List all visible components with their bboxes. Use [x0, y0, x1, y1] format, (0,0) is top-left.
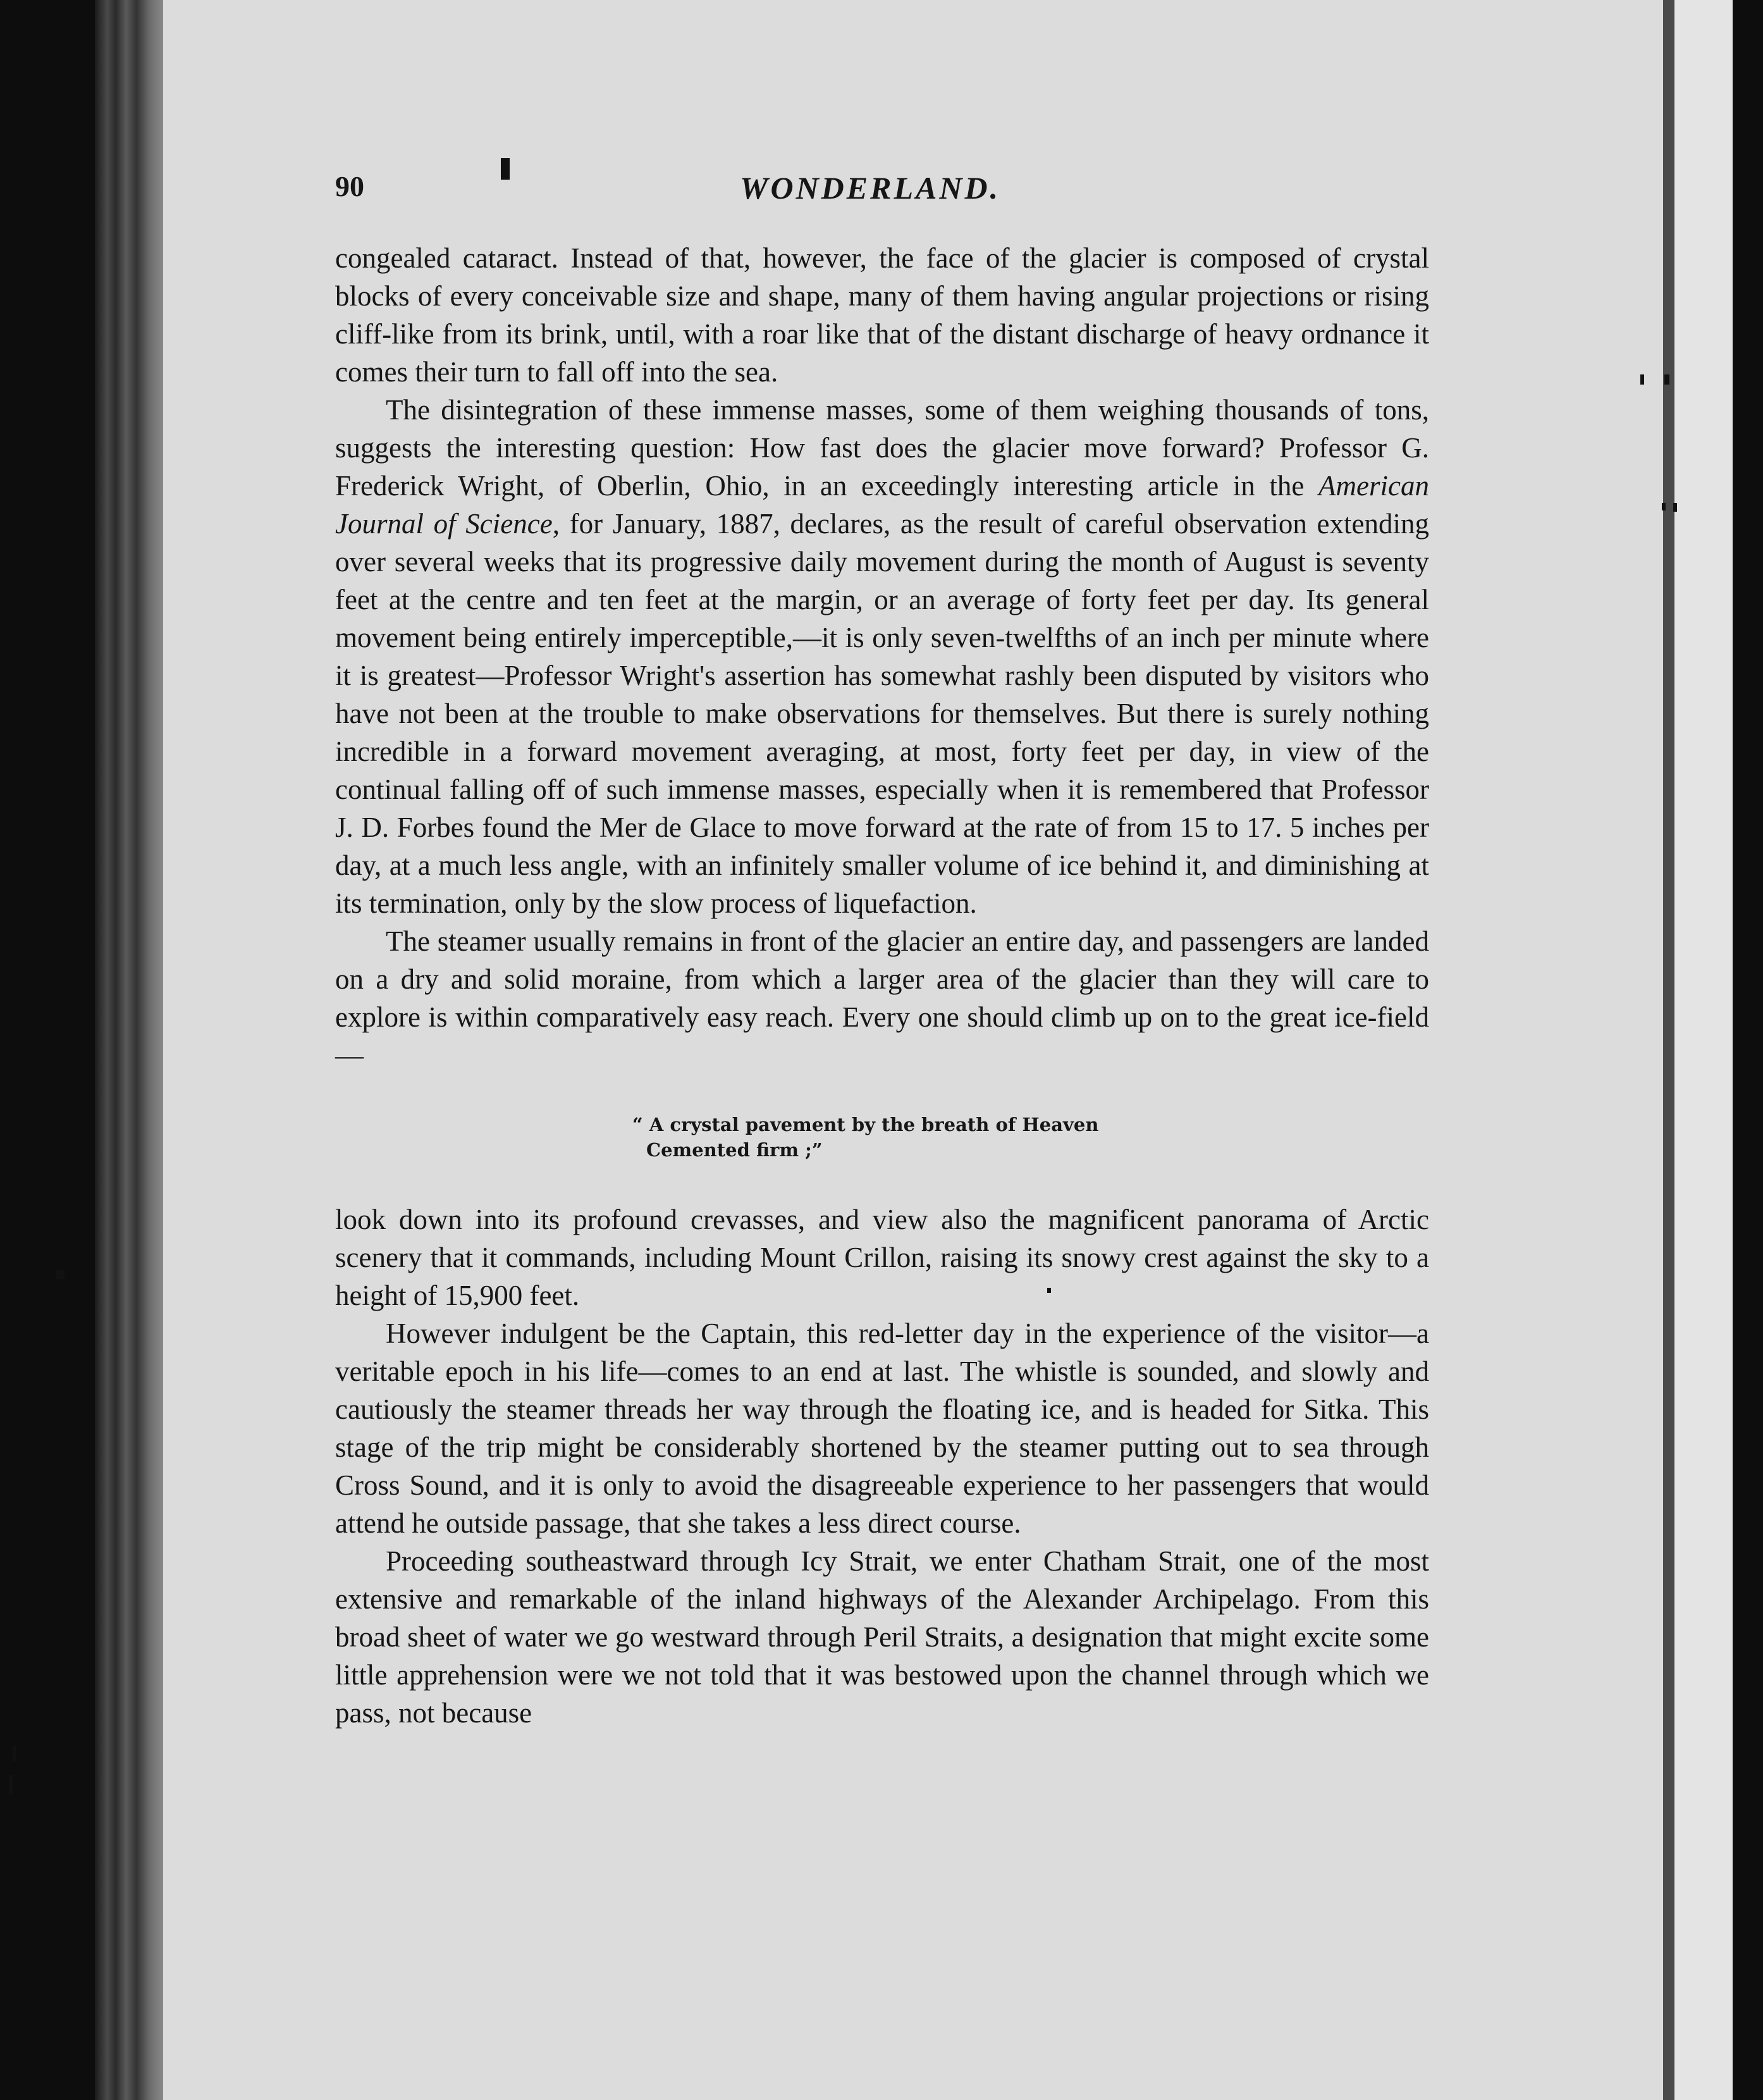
scan-speck — [1640, 374, 1644, 385]
scan-speck — [1664, 374, 1669, 385]
paragraph-6: Proceeding southeastward through Icy Strait, we enter Chatham Strait, one of the most extensive and remarkable of the inland highways of the Alexander Archipelago. From this broad sheet of water we go westward through Peril Straits, a designation that might excite some little apprehension were we not told that it was bestowed upon the channel through which we pass, not because — [335, 1545, 1429, 1729]
verse-quote — [632, 1112, 1429, 1163]
paragraph-4: look down into its profound crevasses, and view also the magnificent panorama of Arctic scenery that it commands, including Mount Crillon, raising its snowy crest against the sky to a height of 15,900 feet. — [335, 1204, 1429, 1311]
scan-speck — [56, 1270, 64, 1279]
page-header — [335, 170, 1423, 220]
paragraph-2 — [335, 391, 1429, 922]
journal-title: American Journal of Science — [335, 470, 1429, 540]
paragraph-2-part-a: The disintegration of these immense masses, some of them weighing thousands of tons, suggests the interesting question: How fast does the glacier move forward? Professor G. Frederick Wright, of Oberlin, Ohio, in an exceedingly interesting article in the — [335, 394, 1429, 502]
scan-speck — [13, 1746, 16, 1761]
body-text — [335, 239, 1429, 1732]
quote-line-2: Cemented firm ;” — [646, 1139, 823, 1161]
paragraph-2-part-b: , for January, 1887, declares, as the result of careful observation extending over several weeks that its progressive daily movement during the month of August is seventy feet at the centre and ten feet at the margin, or an average of forty feet per day. Its general movement being entirely imperceptible,—it is only seven-twelfths of an inch per minute where it is greatest—Professor Wright's assertion has somewhat rashly been disputed by visitors who have not been at the trouble to make observations for themselves. But there is surely nothing incredible in a forward movement averaging, at most, forty feet per day, in view of the continual falling off of such immense masses, especially when it is remembered that Professor J. D. Forbes found the Mer de Glace to move forward at the rate of from 15 to 17. 5 inches per day, at a much less angle, with an infinitely smaller volume of ice behind it, and diminishing at its termination, only by the slow process of liquefaction. — [335, 508, 1429, 919]
scan-speck — [9, 1775, 13, 1794]
paragraph-3: The steamer usually remains in front of the glacier an entire day, and passengers are landed on a dry and solid moraine, from which a larger area of the glacier than they will care to explore is within comparatively easy reach. Every one should climb up on to the great ice-field— — [335, 925, 1429, 1071]
scan-speck — [1673, 503, 1677, 512]
running-title: WONDERLAND. — [740, 170, 1001, 206]
book-binding — [95, 0, 164, 2100]
page-number: 90 — [335, 170, 364, 202]
paragraph-1: congealed cataract. Instead of that, however, the face of the glacier is composed of crystal blocks of every conceivable size and shape, many of them having angular projections or rising cliff-like from its brink, until, with a roar like that of the distant discharge of heavy ordnance it comes their turn to fall off into the sea. — [335, 242, 1429, 388]
paragraph-5: However indulgent be the Captain, this red-letter day in the experience of the visitor—a veritable epoch in his life—comes to an end at last. The whistle is sounded, and slowly and cautiously the steamer threads her way through the floating ice, and is headed for Sitka. This stage of the trip might be considerably shortened by the steamer putting out to sea through Cross Sound, and it is only to avoid the disagreeable experience to her passengers that would attend he outside passage, that she takes a less direct course. — [335, 1318, 1429, 1539]
page-gutter — [1663, 0, 1674, 2100]
scan-speck — [1662, 503, 1666, 510]
quote-line-1: “ A crystal pavement by the breath of Heaven — [632, 1114, 1099, 1135]
scan-border — [1733, 0, 1763, 2100]
